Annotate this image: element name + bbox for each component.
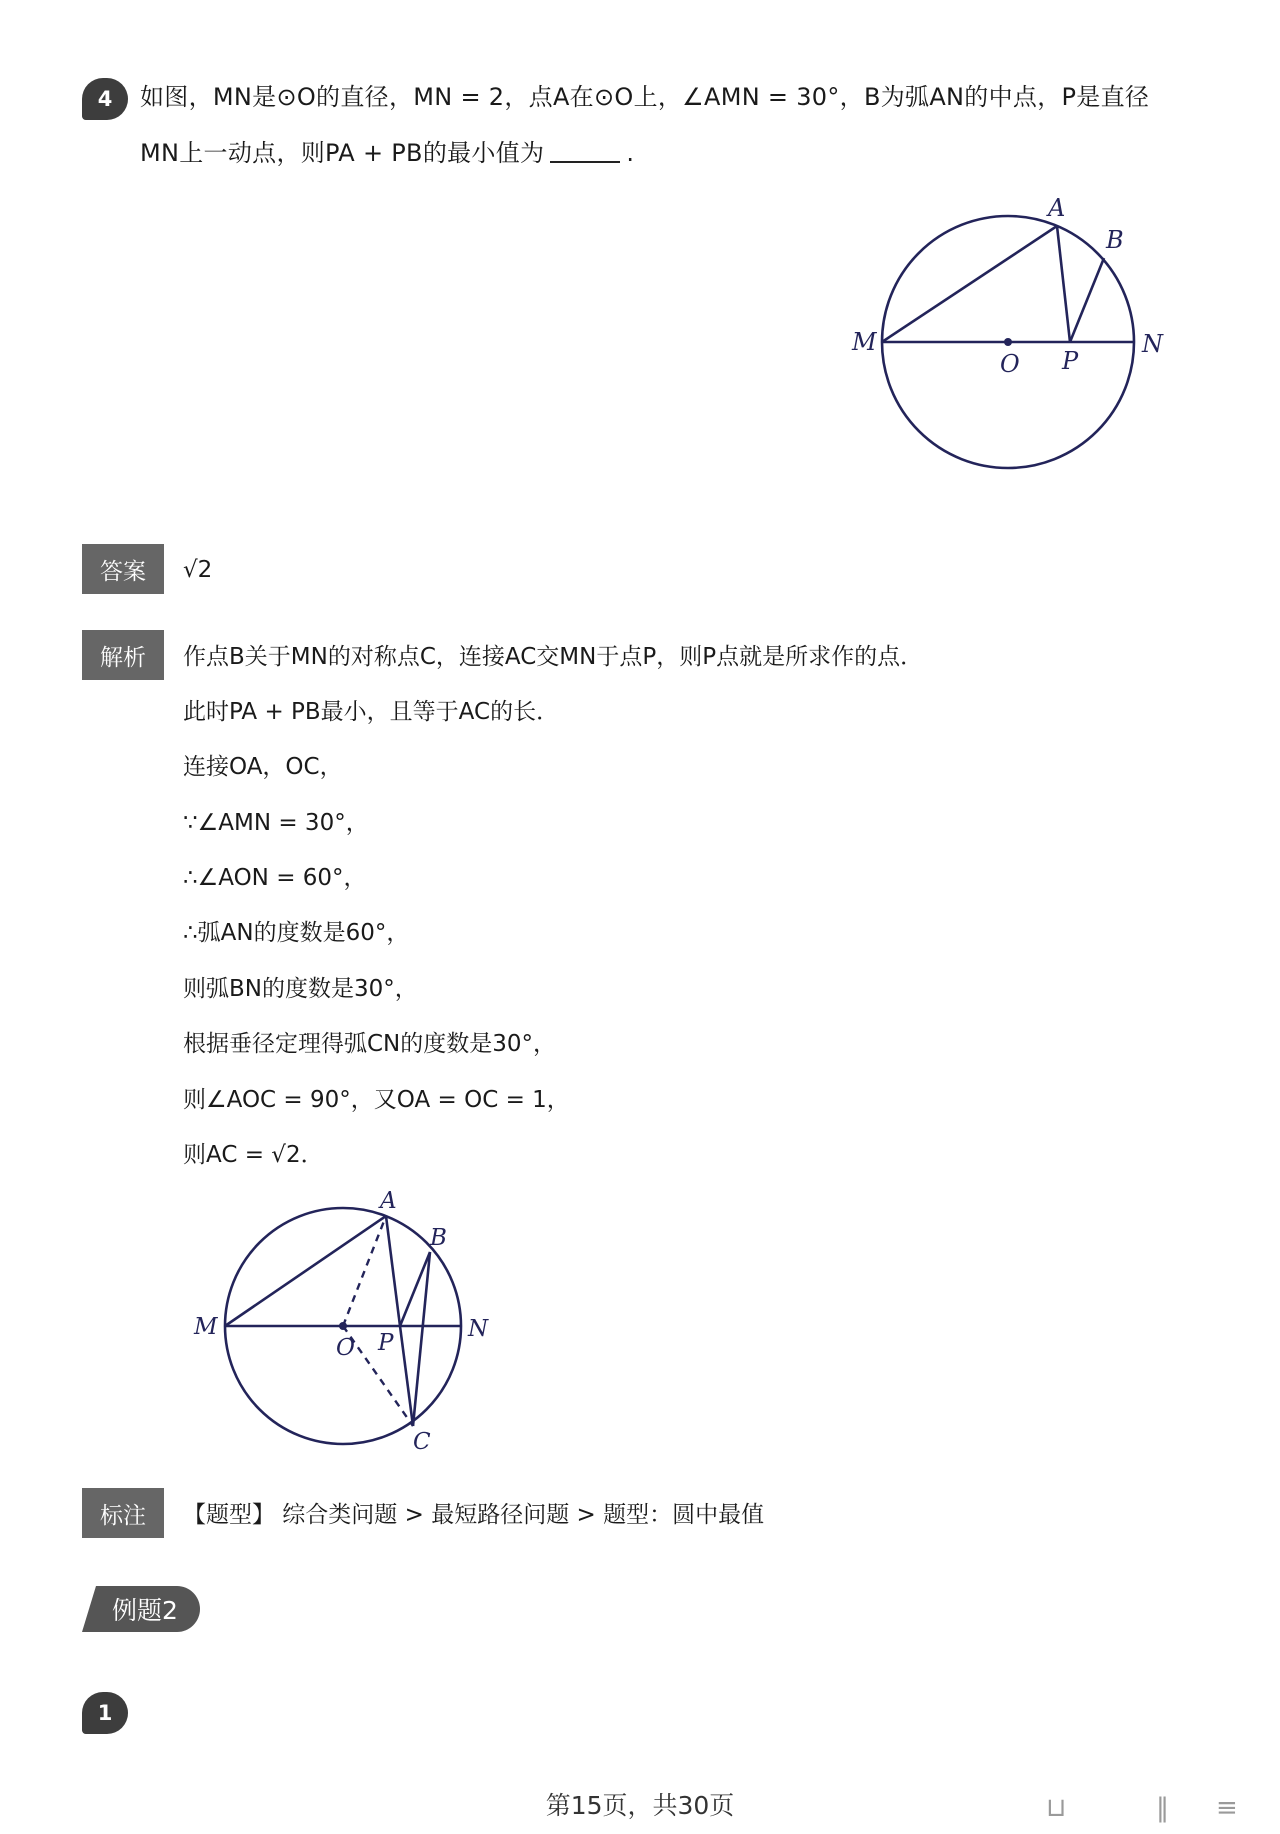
question-number-badge: 4 xyxy=(82,78,128,120)
segment-ma xyxy=(882,226,1057,342)
geometry-figure-1 xyxy=(840,190,1180,480)
analysis-line-7: 则弧BN的度数是30°， xyxy=(183,976,418,1002)
label-m: M xyxy=(852,328,877,356)
analysis-line-10: 则AC = √2． xyxy=(183,1142,324,1168)
answer-tag: 答案 xyxy=(82,544,164,594)
example-label xyxy=(82,1586,200,1632)
geometry-figure-2 xyxy=(186,1190,506,1450)
toolbar-page-icon: ⊔ xyxy=(1046,1793,1067,1823)
analysis-line-6: ∴弧AN的度数是60°， xyxy=(183,920,410,946)
answer-value: √2 xyxy=(183,557,213,583)
answer-blank xyxy=(550,141,620,163)
analysis-line-2: 此时PA + PB最小，且等于AC的长． xyxy=(183,699,560,725)
analysis-tag: 解析 xyxy=(82,630,164,680)
page-footer: 第15页，共30页 xyxy=(545,1791,735,1820)
analysis-line-9: 则∠AOC = 90°，又OA = OC = 1， xyxy=(183,1087,570,1113)
segment-ap xyxy=(1057,226,1070,342)
center-point-o xyxy=(1004,338,1012,346)
example-label-text: 例题2 xyxy=(112,1596,178,1625)
analysis-line-4: ∵∠AMN = 30°， xyxy=(183,810,369,836)
analysis-line-3: 连接OA，OC， xyxy=(183,754,343,780)
center-point-o-2 xyxy=(339,1322,347,1330)
note-text: 【题型】 综合类问题 > 最短路径问题 > 题型：圆中最值 xyxy=(183,1502,765,1528)
question-text-line-2-main: MN上一动点，则PA + PB的最小值为 xyxy=(140,139,545,167)
label-n: N xyxy=(1142,330,1163,358)
analysis-line-8: 根据垂径定理得弧CN的度数是30°， xyxy=(183,1031,557,1057)
label-o-2: O xyxy=(336,1335,355,1361)
segment-ma-2 xyxy=(225,1216,386,1326)
dashed-oa xyxy=(343,1216,386,1326)
segment-bc xyxy=(413,1252,430,1426)
label-a-2: A xyxy=(380,1190,397,1214)
segment-ap-2 xyxy=(386,1216,400,1326)
question-text-line-2 xyxy=(140,138,634,168)
segment-pb xyxy=(1070,258,1104,342)
question-text-line-1: 如图，MN是⊙O的直径，MN = 2，点A在⊙O上，∠AMN = 30°，B为弧AN的中点，P是直径 xyxy=(140,83,1150,111)
label-c-2: C xyxy=(413,1429,431,1450)
segment-pc xyxy=(400,1326,413,1426)
label-o: O xyxy=(1000,350,1020,378)
toolbar-menu-icon: ≡ xyxy=(1216,1793,1238,1823)
label-b-2: B xyxy=(430,1225,447,1251)
label-b: B xyxy=(1106,226,1124,254)
label-a: A xyxy=(1048,194,1066,222)
label-p: P xyxy=(1062,347,1079,375)
label-m-2: M xyxy=(194,1314,218,1340)
note-tag: 标注 xyxy=(82,1488,164,1538)
label-n-2: N xyxy=(468,1316,489,1342)
label-p-2: P xyxy=(378,1330,394,1356)
example-question-number-badge: 1 xyxy=(82,1692,128,1734)
analysis-line-1: 作点B关于MN的对称点C，连接AC交MN于点P，则P点就是所求作的点． xyxy=(183,644,924,670)
analysis-line-5: ∴∠AON = 60°， xyxy=(183,865,367,891)
question-text-line-2-end: . xyxy=(626,139,635,167)
toolbar-columns-icon: ‖ xyxy=(1156,1793,1169,1823)
